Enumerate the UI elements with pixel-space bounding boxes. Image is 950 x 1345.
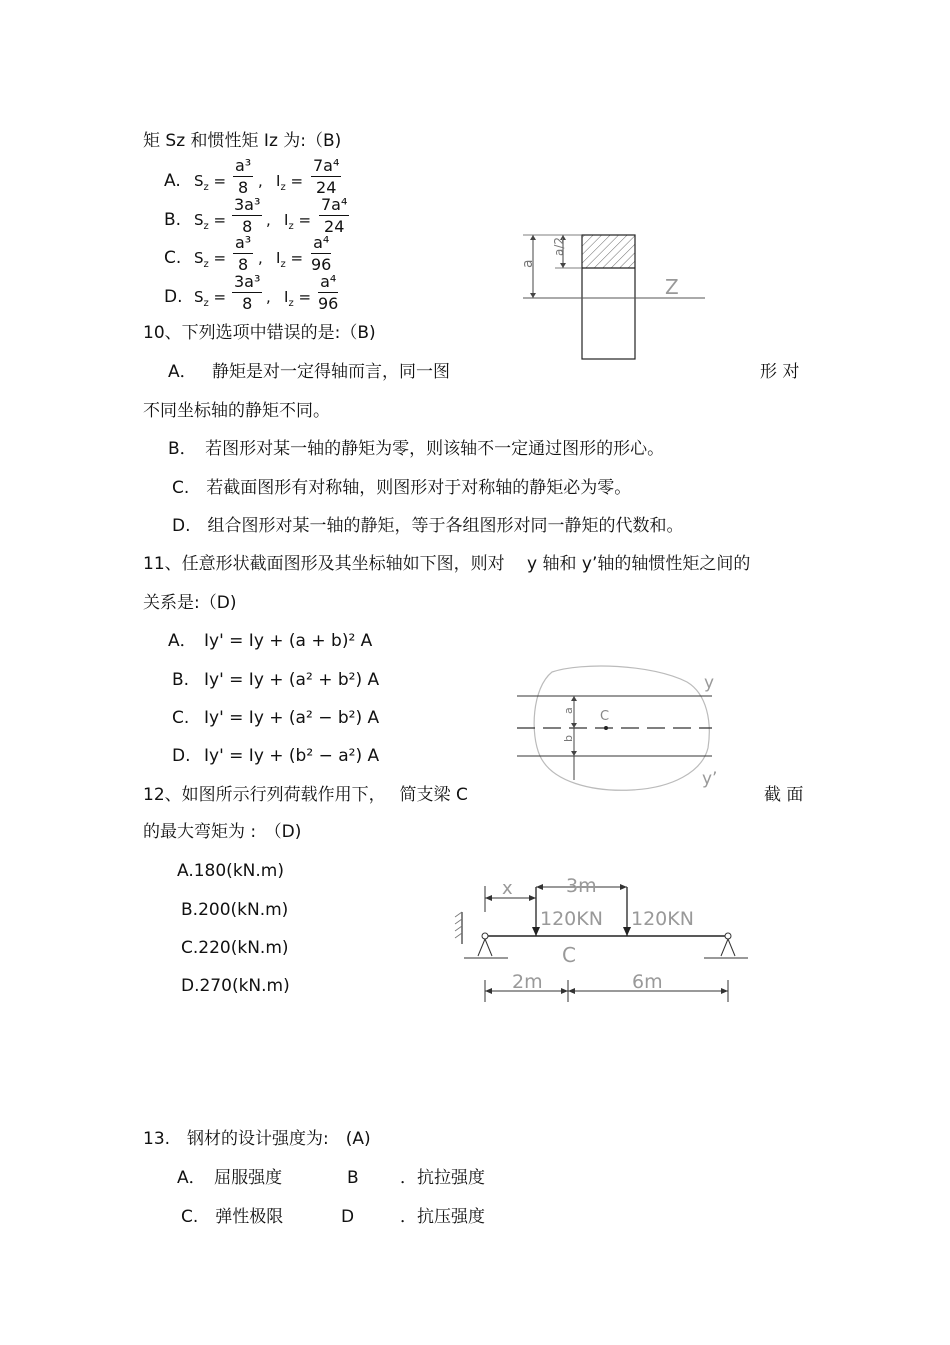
dim-a: a	[562, 707, 575, 714]
iz-fraction: $\frac{\text{a⁴}}{96}$	[318, 272, 339, 313]
sz-label: $S_z$ =	[194, 288, 227, 309]
iz-label: $I_z$ =	[284, 288, 312, 309]
sz-fraction: $\frac{\text{3a³}}{8}$	[234, 272, 261, 313]
q12-stem-continued: 的最大弯矩为 : （D)	[143, 822, 302, 842]
q12-beam-figure	[450, 872, 760, 1012]
iz-label: $I_z$ =	[276, 249, 304, 270]
q13-option-c: C. 弹性极限	[181, 1207, 284, 1227]
q12-option-b: B.200(kN.m)	[181, 900, 289, 920]
right-span-label: 6m	[632, 971, 663, 993]
sz-fraction: $\frac{\text{a³}}{8}$	[235, 156, 252, 197]
load-1-label: 120KN	[540, 908, 603, 930]
q12-option-d: D.270(kN.m)	[181, 976, 290, 996]
q12-stem-tail: 截 面	[764, 785, 804, 805]
q10-a-prefix: A．	[168, 362, 197, 382]
q11-option-c-letter: C.	[172, 708, 190, 728]
sz-label: $S_z$ =	[194, 211, 227, 232]
q10-a-text: 静矩是对一定得轴而言，同一图	[212, 362, 450, 382]
q10-a-tail: 形 对	[760, 362, 800, 382]
left-span-label: 2m	[512, 971, 543, 993]
option-letter: B.	[164, 210, 182, 230]
q11-option-a-expr: Iy' = Iy + (a + b)² A	[204, 631, 373, 651]
load-2-label: 120KN	[631, 908, 694, 930]
q13-option-b-text: ．抗拉强度	[400, 1168, 485, 1188]
q11-stem-continued: 关系是:（D)	[143, 593, 237, 613]
sz-label: $S_z$ =	[194, 249, 227, 270]
separator: ,	[258, 172, 263, 190]
q10-option-d: D. 组合图形对某一轴的静矩，等于各组图形对同一静矩的代数和。	[172, 516, 684, 536]
hatched-area	[582, 235, 635, 268]
sz-label: $S_z$ =	[194, 172, 227, 193]
centroid-label: C	[600, 709, 610, 724]
q10-option-c: C. 若截面图形有对称轴，则图形对于对称轴的静矩必为零。	[172, 478, 632, 498]
q9-section-figure	[515, 228, 715, 363]
dim-a: a	[520, 259, 536, 268]
y-label: y	[704, 673, 715, 693]
separator: ,	[266, 288, 271, 306]
option-letter: C.	[164, 248, 182, 268]
q10-a-continued: 不同坐标轴的静矩不同。	[143, 401, 330, 421]
centroid-point	[604, 726, 608, 730]
separator: ,	[266, 211, 271, 229]
q11-stem: 11、任意形状截面图形及其坐标轴如下图，则对 y 轴和 y’轴的轴惯性矩之间的	[143, 554, 751, 574]
point-c-label: C	[562, 943, 576, 967]
q11-section-figure	[512, 660, 722, 795]
q11-option-d-expr: Iy' = Iy + (b² − a²) A	[204, 746, 380, 766]
dim-b: b	[562, 735, 575, 742]
y-prime-label: y’	[702, 769, 718, 789]
q11-option-b-letter: B.	[172, 670, 190, 690]
iz-label: $I_z$ =	[284, 211, 312, 232]
dim-a-half: a/2	[552, 236, 566, 256]
q12-option-a: A.180(kN.m)	[177, 861, 284, 881]
iz-fraction: $\frac{\text{7a⁴}}{24}$	[321, 195, 348, 236]
iz-label: $I_z$ =	[276, 172, 304, 193]
sz-fraction: $\frac{\text{3a³}}{8}$	[234, 195, 261, 236]
x-label: x	[502, 878, 513, 899]
option-letter: A.	[164, 171, 181, 191]
separator: ,	[258, 249, 263, 267]
q10-option-b: B． 若图形对某一轴的静矩为零，则该轴不一定通过图形的形心。	[168, 439, 665, 459]
q12-option-c: C.220(kN.m)	[181, 938, 289, 958]
q10-stem: 10、下列选项中错误的是:（B)	[143, 323, 376, 343]
q11-option-c-expr: Iy' = Iy + (a² − b²) A	[204, 708, 380, 728]
q12-stem: 12、如图所示行列荷载作用下， 简支梁 C	[143, 785, 468, 805]
q11-option-d-letter: D.	[172, 746, 191, 766]
q11-option-b-expr: Iy' = Iy + (a² + b²) A	[204, 670, 380, 690]
left-hinge	[482, 933, 488, 939]
q13-option-d-letter: D	[341, 1207, 355, 1227]
q13-stem: 13. 钢材的设计强度为: (A)	[143, 1129, 371, 1149]
q13-option-b-letter: B	[347, 1168, 359, 1188]
iz-fraction: $\frac{\text{a⁴}}{96}$	[311, 233, 332, 274]
q9-stem: 矩 Sz 和惯性矩 Iz 为:（B)	[143, 131, 342, 151]
q11-option-a-letter: A．	[168, 631, 197, 651]
q13-option-d-text: ．抗压强度	[400, 1207, 485, 1227]
right-roller	[725, 933, 731, 939]
sz-fraction: $\frac{\text{a³}}{8}$	[235, 233, 252, 274]
axis-z-label: Z	[665, 275, 679, 299]
option-letter: D.	[164, 287, 183, 307]
q13-option-a: A． 屈服强度	[177, 1168, 283, 1188]
iz-fraction: $\frac{\text{7a⁴}}{24}$	[313, 156, 340, 197]
spacing-label: 3m	[566, 875, 597, 897]
